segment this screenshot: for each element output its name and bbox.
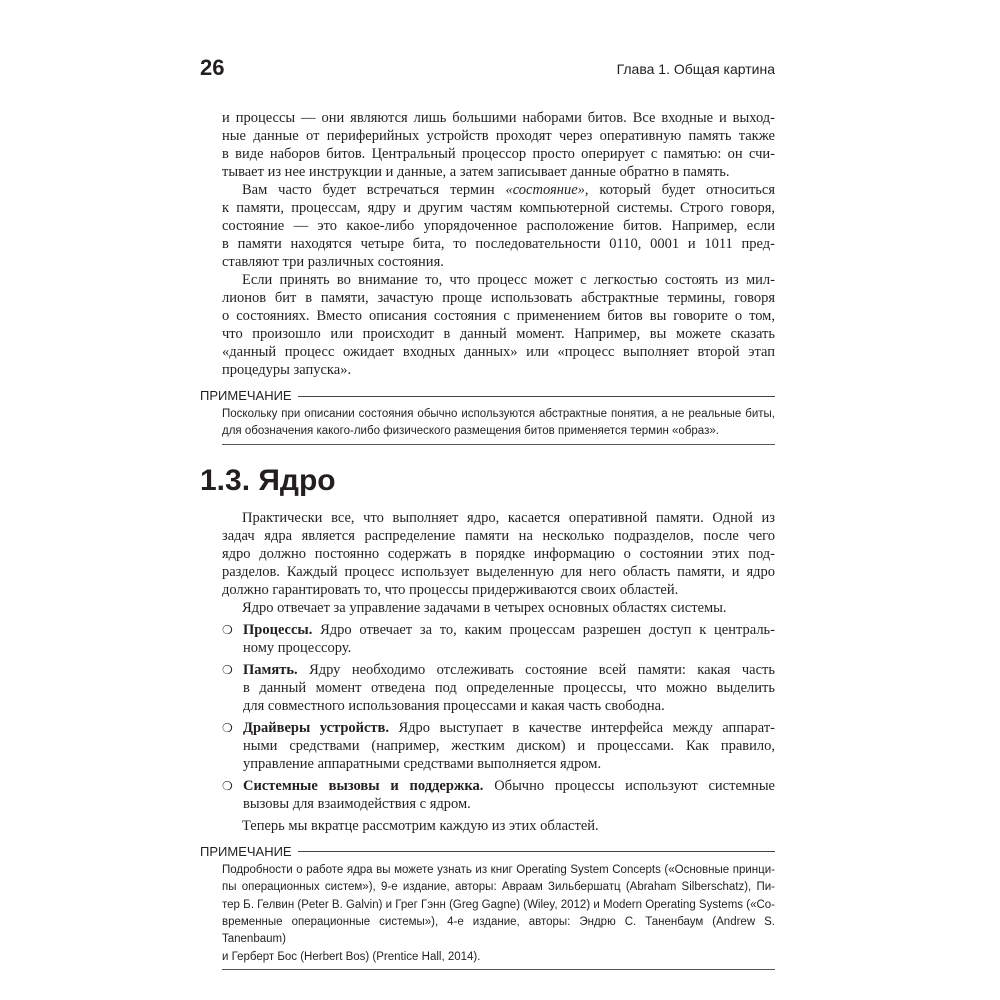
text-line: Ядро отвечает за управление задачами в четырех основных областях системы. [242, 599, 727, 616]
divider [222, 444, 775, 445]
text-line: в виде наборов битов. Центральный процессор просто оперирует с памятью: он счи- [222, 146, 775, 162]
text-line: процедуры запуска». [222, 362, 352, 378]
running-header-bar [200, 55, 775, 83]
text-line: и процессы — они являются лишь большими наборами битов. Все входные и выход- [222, 110, 775, 126]
section-heading: 1.3. Ядро [200, 463, 336, 497]
text-line: ядро должно постоянно содержать в порядке информацию о состоянии этих под- [222, 545, 775, 562]
note-line: для обозначения какого-либо физического размещения битов применяется термин «образ». [222, 425, 719, 438]
page-body [200, 109, 775, 970]
list-item: ❍ Память. Ядру необходимо отслеживать состояние всей памяти: какая часть в данный момент отведена под определенные процессы, что можно выделить для совместного использования процессами и какая часть свободна. [222, 661, 775, 714]
list-item: ❍ Процессы. Ядро отвечает за то, каким процессам разрешен доступ к централь- ному процессору. [222, 621, 775, 656]
text-line: ные данные от периферийных устройств проходят через оперативную память также [222, 128, 775, 144]
note-line: Подробности о работе ядра вы можете узнать из книг Operating System Concepts («Основные принци- [222, 863, 775, 876]
paragraph-6 [222, 817, 775, 835]
text-line: Теперь мы вкратце рассмотрим каждую из этих областей. [242, 817, 599, 834]
circle-bullet-icon: ❍ [222, 720, 233, 735]
divider [298, 851, 775, 852]
term-state: «состояние» [505, 182, 585, 198]
note-label: ПРИМЕЧАНИЕ [200, 388, 292, 403]
circle-bullet-icon: ❍ [222, 662, 233, 677]
circle-bullet-icon: ❍ [222, 622, 233, 637]
text-line: должно гарантировать то, что процессы придерживаются своих областей. [222, 581, 679, 598]
text-line: лионов бит в памяти, зачастую проще использовать абстрактные термины, говоря [222, 290, 775, 306]
running-header: Глава 1. Общая картина [616, 61, 775, 77]
list-item: ❍ Системные вызовы и поддержка. Обычно процессы используют системные вызовы для взаимодействия с ядром. [222, 777, 775, 812]
note-line: тер Б. Гелвин (Peter B. Galvin) и Грег Гэнн (Greg Gagne) (Wiley, 2012) и Modern Operating Systems («Со- [222, 898, 775, 911]
paragraph-4 [222, 509, 775, 617]
text-line: задач ядра является распределение памяти на несколько подразделов, после чего [222, 527, 775, 544]
text-line: разделов. Каждый процесс использует выделенную для него область памяти, и ядро [222, 563, 775, 580]
text-line: тывает из нее инструкции и данные, а затем записывает данные обратно в память. [222, 164, 730, 180]
note-box [200, 843, 775, 970]
note-label: ПРИМЕЧАНИЕ [200, 843, 292, 859]
note-line: временные операционные системы»), 4-е издание, авторы: Эндрю С. Таненбаум (Andrew S. Tanenbaum) [222, 916, 775, 946]
note-line: пы операционных систем»), 9-е издание, авторы: Авраам Зильбершатц (Abraham Silberschatz), Пи- [222, 881, 775, 894]
text-line: что произошло или происходит в данный момент. Например, вы можете сказать [222, 326, 775, 342]
text-line: о состояниях. Вместо описания состояния с применением битов вы говорите о том, [222, 308, 775, 324]
list-item: ❍ Драйверы устройств. Ядро выступает в качестве интерфейса между аппарат- ными средствами (например, жестким диском) и процессами. Как правило, управление аппаратными средствами выполняется ядром. [222, 719, 775, 772]
text-line: Вам часто будет встречаться термин «состояние», который будет относиться [242, 182, 775, 198]
text-line: «данный процесс ожидает входных данных» или «процесс выполняет второй этап [222, 344, 775, 360]
text-line: состояние — это какое-либо упорядоченное расположение битов. Например, если [222, 218, 775, 234]
divider [298, 396, 775, 397]
text-line: в памяти находятся четыре бита, то последовательности 0110, 0001 и 1011 пред- [222, 236, 775, 252]
note-box [200, 387, 775, 445]
note-line: и Герберт Бос (Herbert Bos) (Prentice Hall, 2014). [222, 950, 481, 963]
page-number: 26 [200, 55, 225, 80]
text-line: к памяти, процессам, ядру и другим частям компьютерной системы. Строго говоря, [222, 200, 775, 216]
paragraph-1 [222, 109, 775, 379]
text-line: ставляют три различных состояния. [222, 254, 444, 270]
divider [222, 969, 775, 970]
note-line: Поскольку при описании состояния обычно используются абстрактные понятия, а не реальные биты, [222, 408, 775, 420]
text-line: Если принять во внимание то, что процесс может с легкостью состоять из мил- [242, 272, 775, 288]
circle-bullet-icon: ❍ [222, 778, 233, 793]
text-line: Практически все, что выполняет ядро, касается оперативной памяти. Одной из [242, 509, 775, 526]
